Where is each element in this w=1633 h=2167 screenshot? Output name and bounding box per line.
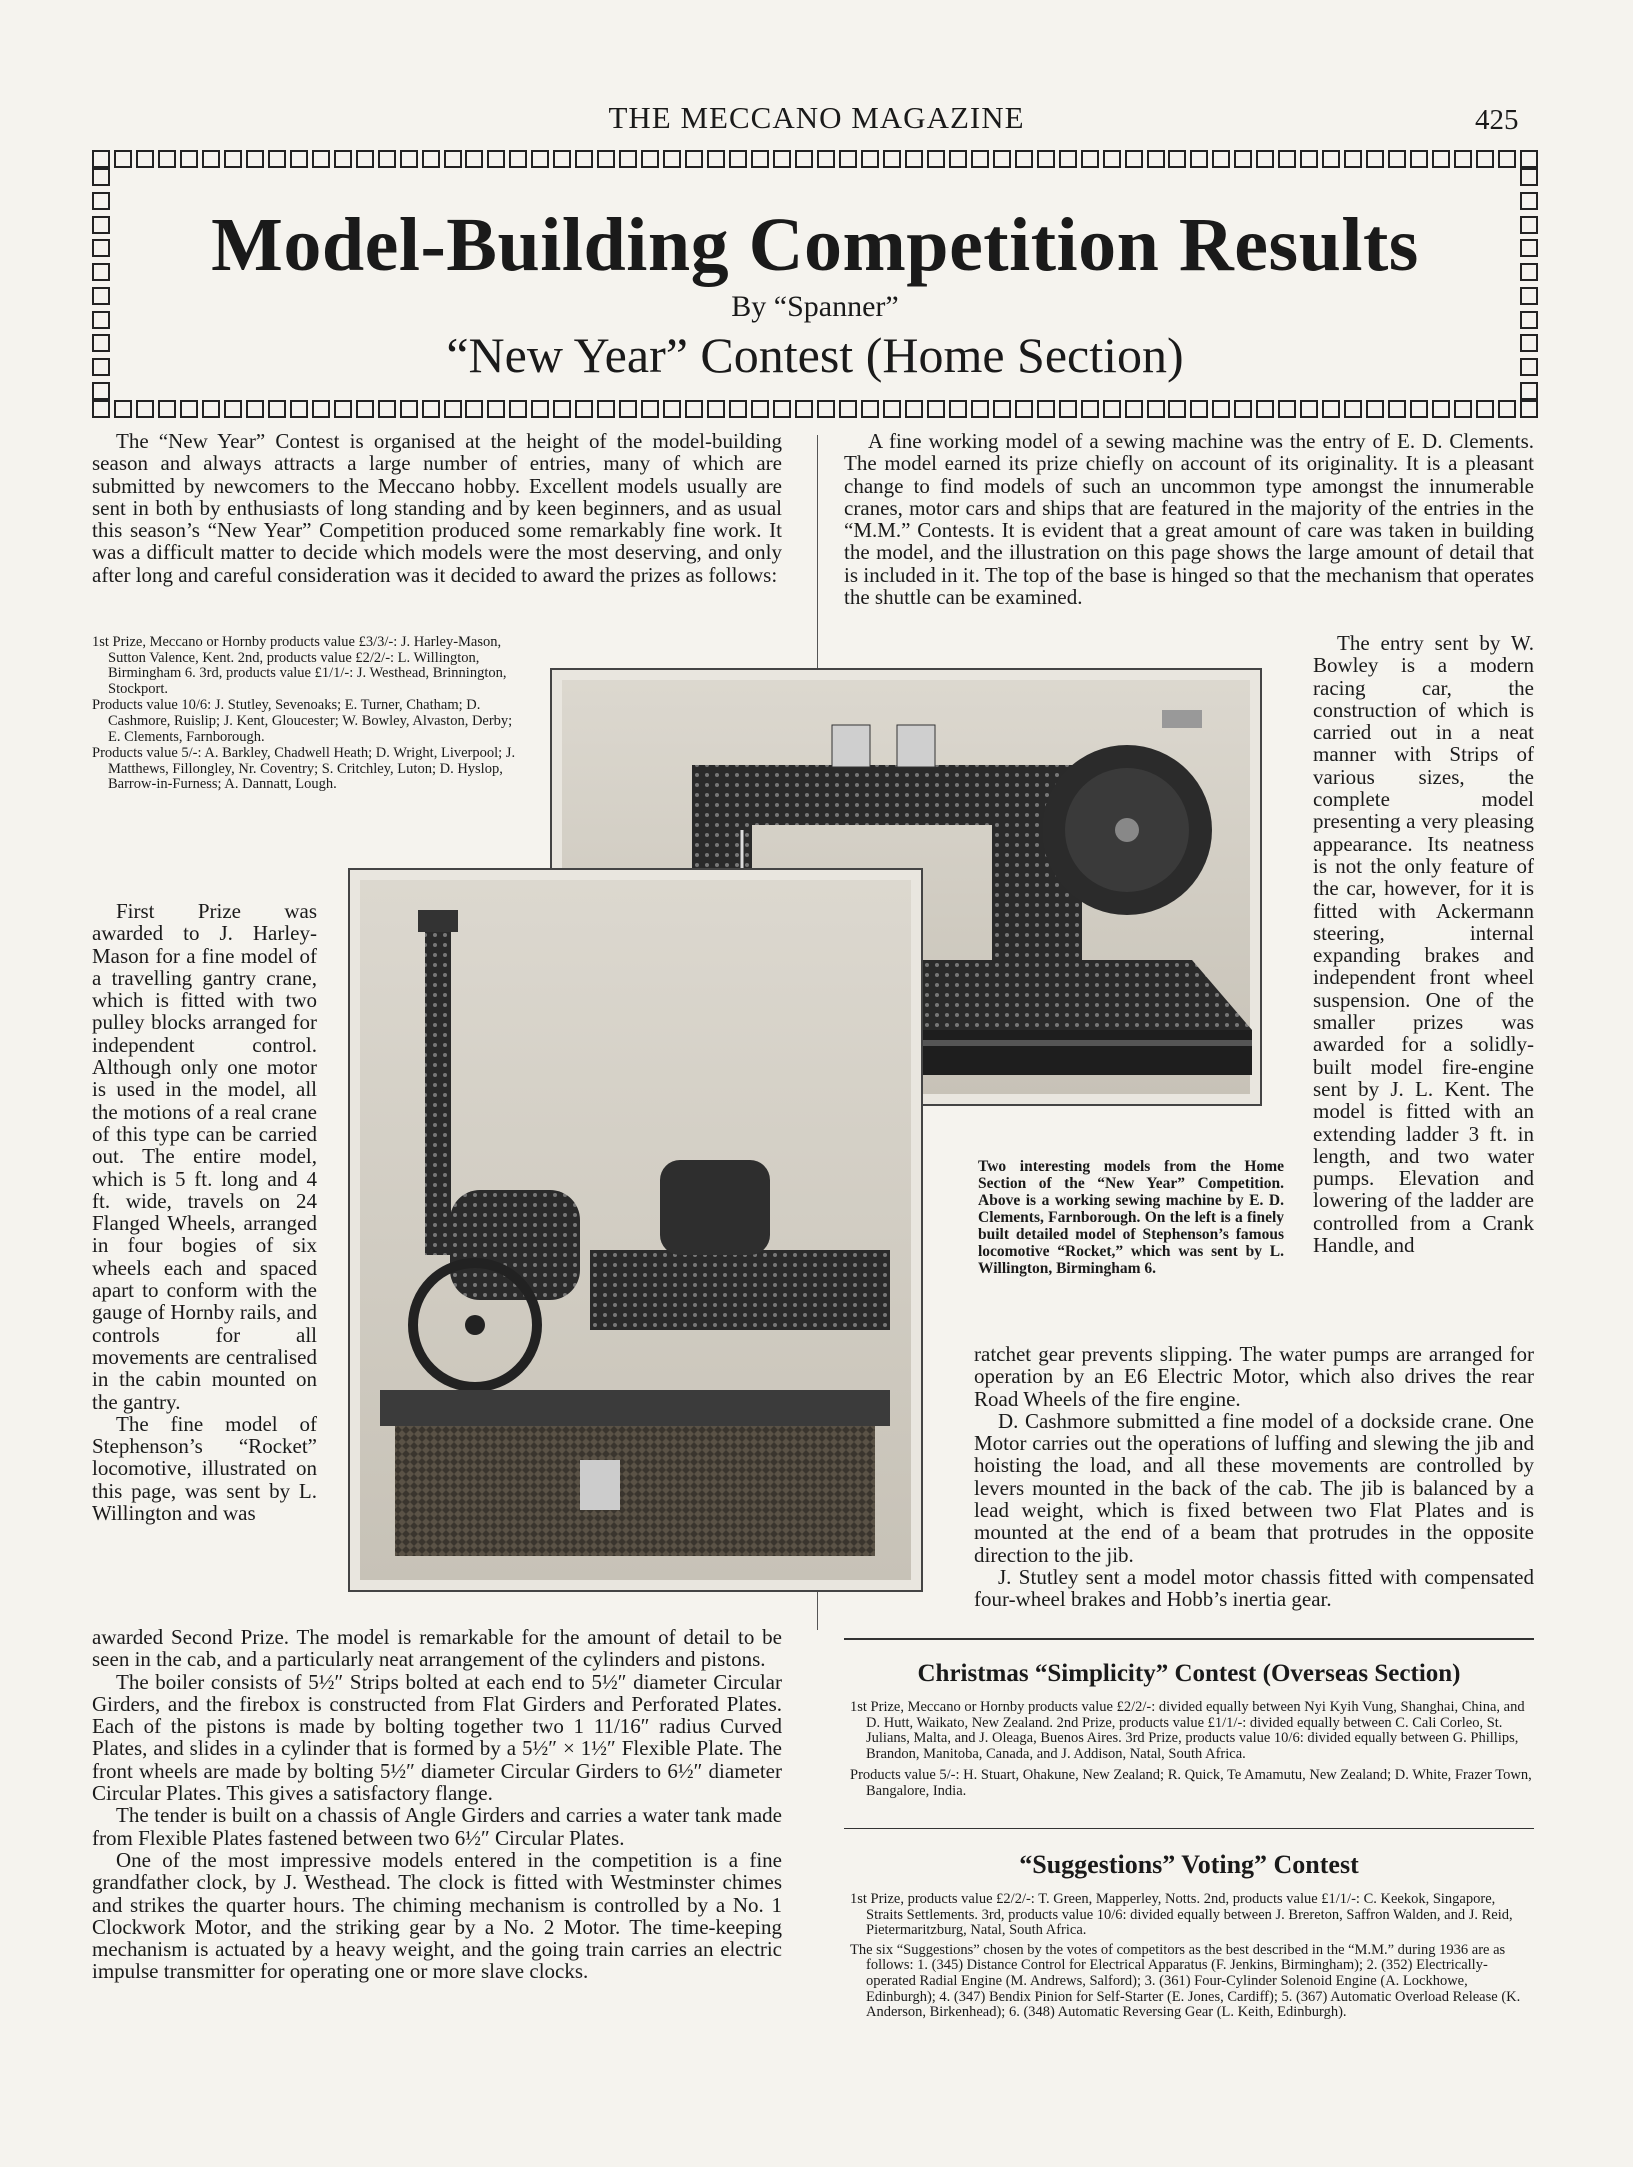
border-square: [1081, 400, 1099, 418]
subheadline: “New Year” Contest (Home Section): [446, 327, 1184, 383]
border-square: [1366, 150, 1384, 168]
suggestions-contest-heading: “Suggestions” Voting” Contest: [1019, 1850, 1359, 1879]
banner-border-bottom: [92, 400, 1538, 418]
suggestions-list: The six “Suggestions” chosen by the votes of competitors as the best described in the “M.M.” during 1936 are as follows: 1. (345) Distance Control for Electrical Apparatus (F. Jenkins, Birmingham); 2. (352) Electrically-operated Radial Engine (M. Andrews, Salford); 3. (361) Four-Cylinder Solenoid Engine (A. Lockhowe, Edinburgh); 4. (347) Bendix Pinion for Self-Starter (E. Jones, Cardiff); 5. (367) Automatic Overload Release (K. Anderson, Birkenhead); 6. (348) Automatic Reversing Gear (L. Keith, Edinburgh).: [850, 1941, 1521, 2021]
border-square: [1432, 150, 1450, 168]
border-square: [1410, 150, 1428, 168]
border-square: [531, 150, 549, 168]
suggestions-prize-list: [850, 1892, 1534, 2022]
border-square: [202, 400, 220, 418]
border-square: [773, 400, 791, 418]
border-square: [575, 150, 593, 168]
border-square: [553, 400, 571, 418]
border-square: [971, 150, 989, 168]
border-square: [993, 150, 1011, 168]
border-square: [224, 150, 242, 168]
prize-entry: 1st Prize, products value £2/2/-: T. Green, Mapperley, Notts. 2nd, products value £1/1/-: C. Keekok, Singapore, Straits Settlements. 3rd, products value 10/6: divided equally between J. Brereton, Saffron Walden, and J. Reid, Pietermaritzburg, Natal, South Africa.: [850, 1891, 1513, 1939]
border-square: [883, 400, 901, 418]
border-square: [92, 168, 110, 186]
border-square: [1190, 400, 1208, 418]
border-square: [1498, 400, 1516, 418]
christmas-prize-list: [850, 1700, 1534, 1801]
border-square: [773, 150, 791, 168]
border-square: [1278, 400, 1296, 418]
border-square: [1322, 400, 1340, 418]
border-square: [400, 400, 418, 418]
page-number: 425: [1475, 104, 1519, 136]
right-upper-text: [844, 430, 1534, 608]
border-square: [707, 400, 725, 418]
border-square: [92, 150, 110, 168]
border-square: [1059, 400, 1077, 418]
left-paragraph: The tender is built on a chassis of Angle Girders and carries a water tank made from Flexible Plates fastened between two 6½″ Circular Plates.: [92, 1803, 782, 1850]
border-square: [465, 150, 483, 168]
border-square: [817, 150, 835, 168]
border-square: [114, 400, 132, 418]
border-square: [1476, 150, 1494, 168]
border-square: [378, 400, 396, 418]
border-square: [707, 150, 725, 168]
left-paragraph: One of the most impressive models entered in the competition is a fine grandfather clock, by J. Westhead. The clock is fitted with Westminster chimes and strikes the quarter hours. The chiming mechanism is controlled by a No. 1 Clockwork Motor, and the striking gear by a No. 2 Motor. The time-keeping mechanism is actuated by a heavy weight, and the going train carries an electric impulse transmitter for operating one or more slave clocks.: [92, 1847, 782, 1984]
prize-entry: Products value 10/6: J. Stutley, Sevenoaks; E. Turner, Chatham; D. Cashmore, Ruislip; J. Kent, Gloucester; W. Bowley, Alvaston, Derby; E. Clements, Farnborough.: [92, 697, 513, 745]
border-square: [224, 400, 242, 418]
border-square: [202, 150, 220, 168]
banner-border-top: [92, 150, 1538, 168]
border-square: [861, 150, 879, 168]
section-rule: [844, 1828, 1534, 1829]
border-square: [334, 400, 352, 418]
border-square: [136, 150, 154, 168]
border-square: [268, 400, 286, 418]
border-square: [509, 400, 527, 418]
border-square: [509, 150, 527, 168]
border-square: [729, 150, 747, 168]
prize-list-home: [92, 635, 524, 794]
prize-entry: 1st Prize, Meccano or Hornby products value £2/2/-: divided equally between Nyi Kyih Vung, Shanghai, China, and D. Hutt, Waikato, New Zealand. 2nd Prize, products value £1/1/-: divided equally between C. Cali Corleo, St. Julians, Malta, and J. Oleaga, Buenos Aires. 3rd Prize, products value 10/6: divided equally between G. Phillips, Brandon, Manitoba, Canada, and J. Addison, Natal, South Africa.: [850, 1699, 1525, 1762]
border-square: [729, 400, 747, 418]
border-square: [575, 400, 593, 418]
christmas-contest-heading: Christmas “Simplicity” Contest (Overseas Section): [917, 1660, 1461, 1687]
rocket-text: The fine model of Stephenson’s “Rocket” locomotive, illustrated on this page, was sent by L. Willington and was: [92, 1411, 317, 1526]
border-square: [1344, 400, 1362, 418]
border-square: [1520, 382, 1538, 400]
border-square: [751, 150, 769, 168]
prize-entry: 1st Prize, Meccano or Hornby products value £3/3/-: J. Harley-Mason, Sutton Valence, Kent. 2nd, products value £2/2/-: L. Willington, Birmingham 6. 3rd, products value £1/1/-: J. Westhead, Brinnington, Stockport.: [92, 634, 507, 697]
intro-paragraph: [92, 430, 782, 586]
border-square: [1234, 150, 1252, 168]
border-square: [1520, 168, 1538, 186]
border-square: [1081, 150, 1099, 168]
border-square: [92, 382, 110, 400]
border-square: [1190, 150, 1208, 168]
border-square: [663, 400, 681, 418]
border-square: [949, 400, 967, 418]
right-narrow-text: [1313, 632, 1534, 1256]
border-square: [817, 400, 835, 418]
border-square: [1125, 150, 1143, 168]
border-square: [619, 150, 637, 168]
border-square: [422, 150, 440, 168]
border-square: [641, 400, 659, 418]
byline: By “Spanner”: [731, 290, 899, 323]
border-square: [422, 400, 440, 418]
photo-caption: Two interesting models from the Home Section of the “New Year” Competition. Above is a working sewing machine by E. D. Clements, Farnborough. On the left is a finely built detailed model of Stephenson’s famous locomotive “Rocket,” which was sent by L. Willington, Birmingham 6.: [978, 1158, 1284, 1277]
border-square: [444, 150, 462, 168]
border-square: [839, 150, 857, 168]
right-paragraph: ratchet gear prevents slipping. The water pumps are arranged for operation by an E6 Electric Motor, which also drives the rear Road Wheels of the fire engine.: [974, 1342, 1534, 1411]
border-square: [1212, 150, 1230, 168]
border-square: [1168, 150, 1186, 168]
right-lower-text: [974, 1343, 1534, 1611]
border-square: [1103, 150, 1121, 168]
sewing-machine-paragraph: A fine working model of a sewing machine was the entry of E. D. Clements. The model earned its prize chiefly on account of its originality. It is a pleasant change to find models of such an uncommon type amongst the innumerable cranes, motor cars and ships that are featured in the majority of the entries in the “M.M.” Contests. It is evident that a great amount of care was taken in building the model, and the illustration on this page shows the large amount of detail that is included in it. The top of the base is hinged so that the mechanism that operates the shuttle can be examined.: [844, 429, 1534, 610]
rocket-locomotive-photo: [348, 868, 923, 1592]
border-square: [663, 150, 681, 168]
border-square: [1520, 400, 1538, 418]
border-square: [597, 150, 615, 168]
border-square: [180, 400, 198, 418]
border-square: [356, 400, 374, 418]
border-square: [1103, 400, 1121, 418]
border-square: [1037, 150, 1055, 168]
border-square: [1278, 150, 1296, 168]
headline: Model-Building Competition Results: [211, 203, 1419, 287]
border-square: [619, 400, 637, 418]
border-square: [1476, 400, 1494, 418]
border-square: [1432, 400, 1450, 418]
border-square: [993, 400, 1011, 418]
border-square: [290, 400, 308, 418]
border-square: [158, 150, 176, 168]
border-square: [949, 150, 967, 168]
border-square: [1520, 150, 1538, 168]
border-square: [444, 400, 462, 418]
border-square: [1059, 150, 1077, 168]
border-square: [1015, 400, 1033, 418]
border-square: [685, 400, 703, 418]
border-square: [1168, 400, 1186, 418]
border-square: [400, 150, 418, 168]
border-square: [1234, 400, 1252, 418]
border-square: [553, 150, 571, 168]
right-paragraph: D. Cashmore submitted a fine model of a dockside crane. One Motor carries out the operations of luffing and slewing the jib and hoisting the load, and all these movements are controlled by levers mounted in the back of the cab. The jib is balanced by a lead weight, which is fixed between two Flat Plates and is mounted at the end of a beam that protrudes in the opposite direction to the jib.: [974, 1408, 1534, 1567]
border-square: [290, 150, 308, 168]
border-square: [487, 400, 505, 418]
border-square: [312, 400, 330, 418]
running-title: THE MECCANO MAGAZINE: [608, 100, 1025, 135]
border-square: [883, 150, 901, 168]
racing-car-paragraph: The entry sent by W. Bowley is a modern racing car, the construction of which is carried out in a neat manner with Strips of various sizes, the complete model presenting a very pleasing appearance. Its neatness is not the only feature of the car, however, for it is fitted with Ackermann steering, internal expanding brakes and independent front wheel suspension. One of the smaller prizes was awarded for a solidly-built model fire-engine sent by J. L. Kent. The model is fitted with an extending ladder 3 ft. in length, and two water pumps. Elevation and lowering of the ladder are controlled from a Crank Handle, and: [1313, 631, 1534, 1258]
border-square: [1366, 400, 1384, 418]
border-square: [1300, 150, 1318, 168]
border-square: [312, 150, 330, 168]
border-square: [861, 400, 879, 418]
section-rule: [844, 1638, 1534, 1640]
border-square: [1388, 150, 1406, 168]
border-square: [1147, 400, 1165, 418]
prize-entry: Products value 5/-: H. Stuart, Ohakune, New Zealand; R. Quick, Te Amamutu, New Zealand; D. White, Frazer Town, Bangalore, India.: [850, 1767, 1532, 1799]
left-lower-text: [92, 1626, 782, 1983]
border-square: [465, 400, 483, 418]
border-square: [1322, 150, 1340, 168]
border-square: [905, 150, 923, 168]
border-square: [1125, 400, 1143, 418]
border-square: [334, 150, 352, 168]
border-square: [1454, 400, 1472, 418]
border-square: [751, 400, 769, 418]
border-square: [795, 150, 813, 168]
border-square: [1256, 150, 1274, 168]
left-paragraph: The boiler consists of 5½″ Strips bolted at each end to 5½″ diameter Circular Girders, and the firebox is constructed from Flat Girders and Perforated Plates. Each of the pistons is made by bolting together two 1 11/16″ radius Curved Plates, and slides in a cylinder that is formed by a 5½″ × 1½″ Flexible Plate. The front wheels are made by bolting 5½″ diameter Circular Girders to 6½″ diameter Circular Plates. This gives a satisfactory flange.: [92, 1669, 782, 1806]
border-square: [597, 400, 615, 418]
border-square: [1344, 150, 1362, 168]
border-square: [92, 400, 110, 418]
border-square: [1388, 400, 1406, 418]
border-square: [268, 150, 286, 168]
border-square: [641, 150, 659, 168]
border-square: [1212, 400, 1230, 418]
right-paragraph: J. Stutley sent a model motor chassis fitted with compensated four-wheel brakes and Hobb’s inertia gear.: [974, 1564, 1534, 1612]
border-square: [1498, 150, 1516, 168]
border-square: [1015, 150, 1033, 168]
border-square: [927, 150, 945, 168]
border-square: [487, 150, 505, 168]
prize-entry: Products value 5/-: A. Barkley, Chadwell Heath; D. Wright, Liverpool; J. Matthews, Fillongley, Nr. Coventry; S. Critchley, Luton; D. Hyslop, Barrow-in-Furness; A. Dannatt, Lough.: [92, 745, 516, 793]
border-square: [1147, 150, 1165, 168]
border-square: [905, 400, 923, 418]
border-square: [378, 150, 396, 168]
border-square: [1256, 400, 1274, 418]
border-square: [685, 150, 703, 168]
border-square: [114, 150, 132, 168]
border-square: [180, 150, 198, 168]
rocket-locomotive-illustration: [350, 870, 921, 1590]
first-prize-text: First Prize was awarded to J. Harley-Mason for a fine model of a travelling gantry crane, which is fitted with two pulley blocks arranged for independent control. Although only one motor is used in the model, all the motions of a real crane of this type can be carried out. The entire model, which is 5 ft. long and 4 ft. wide, travels on 24 Flanged Wheels, arranged in four bogies of six wheels each and spaced apart to conform with the gauge of Hornby rails, and controls for all movements are centralised in the cabin mounted on the gantry.: [92, 899, 317, 1414]
border-square: [246, 150, 264, 168]
left-paragraph: awarded Second Prize. The model is remarkable for the amount of detail to be seen in the cab, and a particularly neat arrangement of the cylinders and pistons.: [92, 1625, 782, 1672]
border-square: [1410, 400, 1428, 418]
title-banner: [92, 150, 1538, 418]
intro-text: The “New Year” Contest is organised at the height of the model-building season and always attracts a large number of entries, many of which are submitted by newcomers to the Meccano hobby. Excellent models usually are sent in both by enthusiasts of long standing and by keen beginners, and as usual this season’s “New Year” Competition produced some remarkably fine work. It was a difficult matter to decide which models were the most deserving, and only after long and careful consideration was it decided to award the prizes as follows:: [92, 429, 782, 587]
border-square: [531, 400, 549, 418]
border-square: [795, 400, 813, 418]
border-square: [1037, 400, 1055, 418]
border-square: [356, 150, 374, 168]
border-square: [839, 400, 857, 418]
border-square: [1454, 150, 1472, 168]
border-square: [136, 400, 154, 418]
first-prize-paragraph: [92, 900, 317, 1524]
border-square: [1300, 400, 1318, 418]
border-square: [246, 400, 264, 418]
border-square: [971, 400, 989, 418]
border-square: [927, 400, 945, 418]
border-square: [158, 400, 176, 418]
